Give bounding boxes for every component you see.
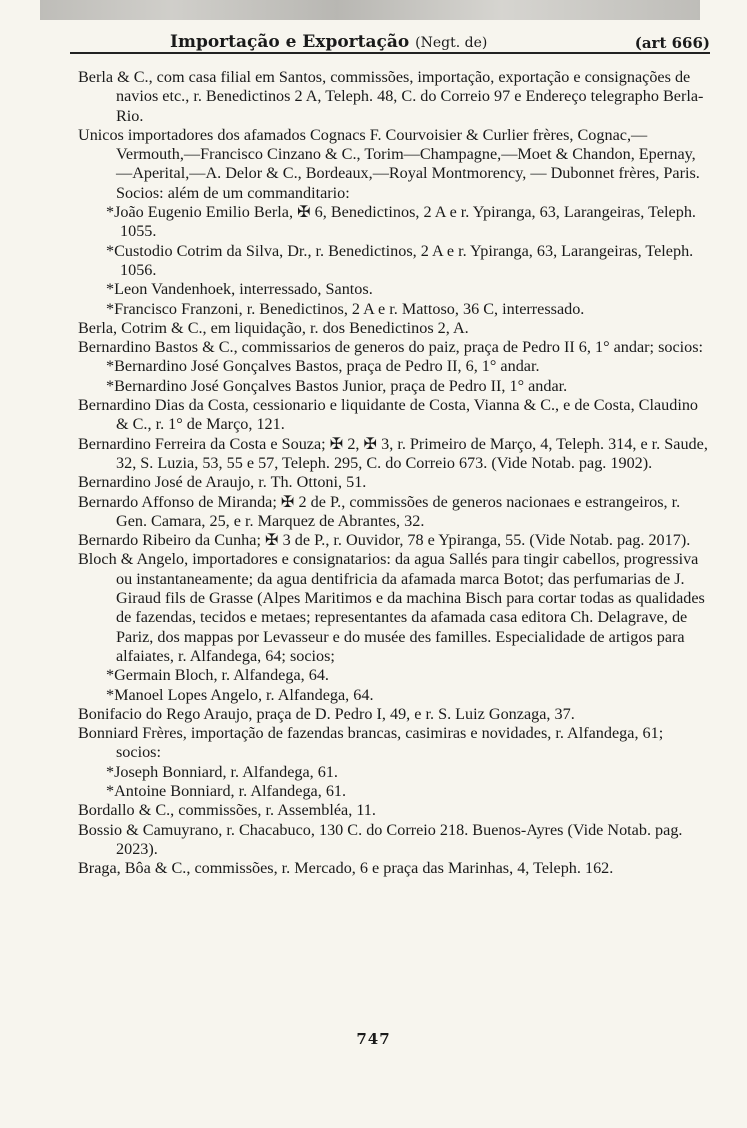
- partner-germain-bloch: *Germain Bloch, r. Alfandega, 64.: [106, 666, 329, 685]
- partner-custodio-cotrim: *Custodio Cotrim da Silva, Dr., r. Benedictinos, 2 A e r. Ypiranga, 63, Larangeiras, Teleph. 1056.: [106, 241, 694, 279]
- entry-bloch-angelo: Bloch & Angelo, importadores e consignatarios: da agua Sallés para tingir cabellos, progressiva ou instantaneamente; da agua dentifricia da afamada marca Botot; das perfumarias de J. Giraud fils de Grasse (Alpes Maritimos e da machina Bisch para cortar todas as qualidades de fazendas, tecidos e metaes; representantes da afamada casa editora Ch. Delagrave, de Pariz, dos mappas por Levasseur e do musée des familles. Especialidade de artigos para alfaiates, r. Alfandega, 64; socios;: [78, 550, 705, 665]
- page-title: [70, 32, 487, 52]
- entry-berla-importers: Unicos importadores dos afamados Cognacs F. Courvoisier & Curlier frères, Cognac,—Vermouth,—Francisco Cinzano & C., Torim—Champagne,—Moet & Chandon, Epernay,—Aperital,—A. Delor & C., Bordeaux,—Royal Montmorency, — Dubonnet frères, Paris. Socios: além de um commanditario:: [78, 125, 700, 202]
- page-header: [70, 26, 710, 54]
- entry-bernardino-bastos: Bernardino Bastos & C., commissarios de generos do paiz, praça de Pedro II 6, 1° andar; socios:: [78, 338, 704, 357]
- entry-bernardino-araujo: Bernardino José de Araujo, r. Th. Ottoni, 51.: [78, 473, 367, 492]
- entry-bernardino-ferreira: Bernardino Ferreira da Costa e Souza; ✠ 2, ✠ 3, r. Primeiro de Março, 4, Teleph. 314, e r. Saude, 32, S. Luzia, 53, 55 e 57, Teleph. 295, C. do Correio 673. (Vide Notab. pag. 1902).: [78, 434, 708, 472]
- entries-list: [78, 68, 708, 878]
- entry-bernardino-dias: Bernardino Dias da Costa, cessionario e liquidante de Costa, Vianna & C., e de Costa, Claudino & C., r. 1° de Março, 121.: [78, 396, 699, 434]
- entry-bonifacio-araujo: Bonifacio do Rego Araujo, praça de D. Pedro I, 49, e r. S. Luiz Gonzaga, 37.: [78, 704, 575, 723]
- entry-berla-cotrim: Berla, Cotrim & C., em liquidação, r. dos Benedictinos 2, A.: [78, 318, 469, 337]
- page-number: 747: [356, 1030, 391, 1048]
- header-article-ref: (art 666): [634, 34, 710, 52]
- entry-braga-boa: Braga, Bôa & C., commissões, r. Mercado, 6 e praça das Marinhas, 4, Teleph. 162.: [78, 859, 614, 878]
- entry-bernardo-ribeiro: Bernardo Ribeiro da Cunha; ✠ 3 de P., r. Ouvidor, 78 e Ypiranga, 55. (Vide Notab. pag. 2017).: [78, 531, 691, 550]
- partner-joseph-bonniard: *Joseph Bonniard, r. Alfandega, 61.: [106, 762, 338, 781]
- entry-bordallo: Bordallo & C., commissões, r. Assembléa, 11.: [78, 801, 376, 820]
- entry-bossio-camuyrano: Bossio & Camuyrano, r. Chacabuco, 130 C. do Correio 218. Buenos-Ayres (Vide Notab. pag. 2023).: [78, 820, 683, 858]
- partner-bernardino-bastos: *Bernardino José Gonçalves Bastos, praça de Pedro II, 6, 1° andar.: [106, 357, 540, 376]
- entry-bonniard-freres: Bonniard Frères, importação de fazendas brancas, casimiras e novidades, r. Alfandega, 61; socios:: [78, 724, 664, 762]
- header-title-note: (Negt. de): [415, 35, 488, 51]
- partner-francisco-franzoni: *Francisco Franzoni, r. Benedictinos, 2 A e r. Mattoso, 36 C, interressado.: [106, 299, 585, 318]
- entry-berla: Berla & C., com casa filial em Santos, commissões, importação, exportação e consignações de navios etc., r. Benedictinos 2 A, Teleph. 48, C. do Correio 97 e Endereço telegrapho Berla-Rio.: [78, 68, 704, 125]
- partner-antoine-bonniard: *Antoine Bonniard, r. Alfandega, 61.: [106, 781, 347, 800]
- page-top-shadow: [40, 0, 700, 20]
- partner-bernardino-bastos-jr: *Bernardino José Gonçalves Bastos Junior, praça de Pedro II, 1° andar.: [106, 376, 568, 395]
- partner-manoel-angelo: *Manoel Lopes Angelo, r. Alfandega, 64.: [106, 685, 374, 704]
- entry-bernardo-affonso: Bernardo Affonso de Miranda; ✠ 2 de P., commissões de generos nacionaes e estrangeiros, r. Gen. Camara, 25, e r. Marquez de Abrantes, 32.: [78, 492, 681, 530]
- partner-leon-vandenhoek: *Leon Vandenhoek, interressado, Santos.: [106, 280, 373, 299]
- header-title-text: Importação e Exportação: [170, 32, 410, 52]
- partner-joao-berla: *João Eugenio Emilio Berla, ✠ 6, Benedictinos, 2 A e r. Ypiranga, 63, Larangeiras, Teleph. 1055.: [106, 203, 696, 241]
